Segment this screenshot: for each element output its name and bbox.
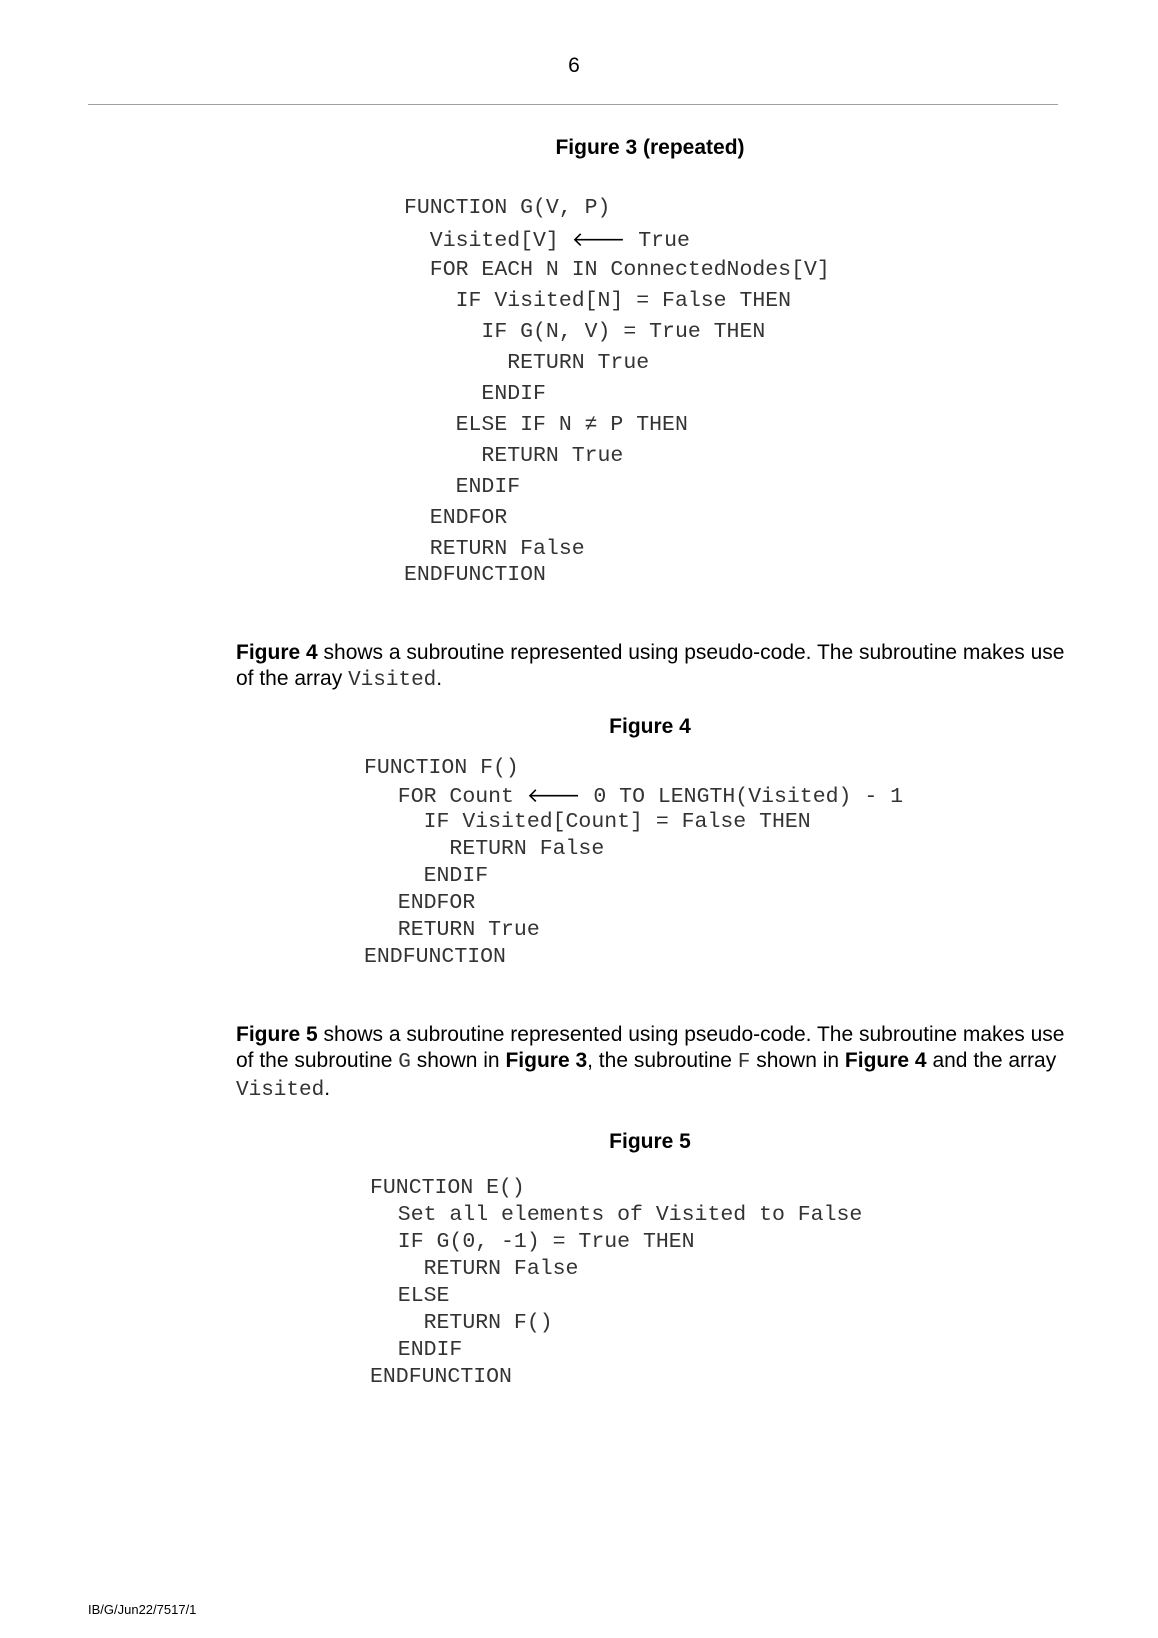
footer-code: IB/G/Jun22/7517/1 (88, 1602, 197, 1617)
page-number: 6 (568, 54, 580, 77)
code-line: ENDIF (404, 475, 521, 499)
figure-4-description (236, 640, 1066, 694)
para-text: . (436, 667, 443, 690)
code-line: FUNCTION E() (370, 1176, 525, 1200)
para-text: . (324, 1077, 331, 1100)
figure-3-code (404, 196, 830, 587)
code-ref: G (398, 1051, 411, 1074)
figure-5-code (370, 1176, 863, 1392)
code-line: IF Visited[Count] = False THEN (372, 810, 811, 834)
code-line: RETURN True (404, 444, 624, 468)
code-line: ENDFOR (372, 891, 476, 915)
code-line: ELSE IF N ≠ P THEN (404, 413, 688, 437)
assign-arrow-icon: 🡐 (571, 227, 626, 251)
code-line: ENDFOR (404, 506, 508, 530)
code-line (404, 227, 690, 253)
code-line: RETURN F() (372, 1311, 553, 1335)
code-line: RETURN False (372, 1257, 579, 1281)
code-line: ENDIF (372, 864, 489, 888)
figure-ref: Figure 3 (505, 1049, 588, 1072)
header-rule (88, 104, 1058, 105)
code-line: FUNCTION G(V, P) (404, 196, 611, 220)
figure-ref: Figure 4 (844, 1049, 927, 1072)
figure-5-description (236, 1022, 1066, 1104)
code-line (372, 783, 903, 809)
code-line: RETURN False (372, 837, 605, 861)
figure-4-title: Figure 4 (609, 715, 691, 738)
code-line: IF G(N, V) = True THEN (404, 320, 766, 344)
figure-3-title: Figure 3 (repeated) (555, 136, 745, 159)
code-line: ENDFUNCTION (404, 563, 546, 587)
para-text: and the array (926, 1049, 1057, 1072)
code-line: ENDFUNCTION (370, 1365, 512, 1389)
code-line: ELSE (372, 1284, 450, 1308)
code-line: IF Visited[N] = False THEN (404, 289, 792, 313)
figure-ref: Figure 5 (236, 1023, 318, 1046)
code-ref: Visited (348, 669, 437, 692)
para-text: shows a subroutine represented using pseudo-code. The subroutine makes use of the array (236, 641, 1065, 690)
figure-ref: Figure 4 (236, 641, 318, 664)
code-line: RETURN True (404, 351, 650, 375)
para-text: shown in (410, 1049, 506, 1072)
code-ref: Visited (236, 1079, 325, 1102)
figure-5-title: Figure 5 (609, 1130, 691, 1153)
para-text: shows a subroutine represented using pseudo-code. The subroutine makes use of the subroutine (236, 1023, 1065, 1072)
figure-4-code (364, 756, 904, 972)
para-text: shown in (750, 1049, 845, 1072)
code-line-text: True (625, 229, 690, 253)
code-line: RETURN False (404, 537, 585, 561)
code-line: ENDIF (404, 382, 546, 406)
code-line: IF G(0, -1) = True THEN (372, 1230, 695, 1254)
assign-arrow-icon: 🡐 (526, 783, 581, 807)
code-line-text: 0 TO LENGTH(Visited) - 1 (580, 785, 904, 809)
code-line: FUNCTION F() (364, 756, 519, 780)
code-line: ENDFUNCTION (364, 945, 506, 969)
code-line: Set all elements of Visited to False (372, 1203, 863, 1227)
code-ref: F (737, 1051, 751, 1074)
code-line: ENDIF (372, 1338, 463, 1362)
para-text: , the subroutine (587, 1049, 738, 1072)
code-line: RETURN True (372, 918, 540, 942)
code-line-text: FOR Count (372, 785, 527, 809)
code-line-text: Visited[V] (404, 229, 572, 253)
code-line: FOR EACH N IN ConnectedNodes[V] (404, 258, 830, 282)
